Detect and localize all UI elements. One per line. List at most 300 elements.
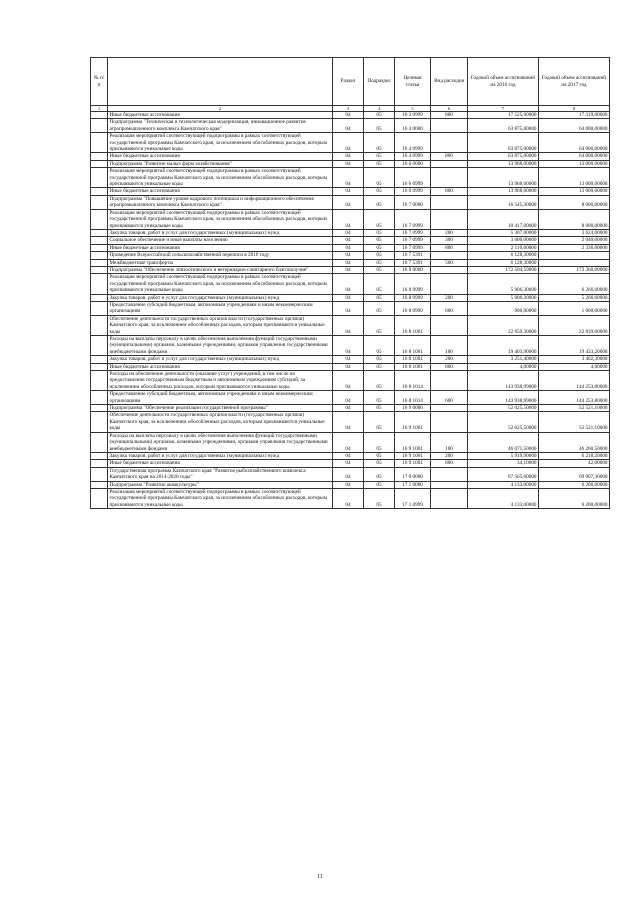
column-number: 7 — [468, 106, 539, 112]
row-number — [91, 237, 108, 244]
row-subsection: 05 — [364, 112, 395, 119]
row-section: 04 — [333, 315, 364, 335]
row-name: Закупка товаров, работ и услуг для государственных (муниципальных) нужд — [108, 229, 333, 236]
row-amount-2016: 63 875,00000 — [468, 153, 539, 160]
row-subsection: 05 — [364, 488, 395, 508]
row-amount-2016: 34,10000 — [468, 460, 539, 467]
row-name: Иные бюджетные ассигнования — [108, 363, 333, 370]
row-expense-type: 200 — [431, 452, 468, 459]
row-name: Закупка товаров, работ и услуг для государственных (муниципальных) нужд — [108, 356, 333, 363]
row-subsection: 05 — [364, 371, 395, 391]
row-amount-2016: 5 307,00000 — [468, 229, 539, 236]
table-row — [91, 237, 610, 244]
row-article: 16 7 0999 — [395, 237, 431, 244]
table-row — [91, 229, 610, 236]
row-amount-2016: 13 968,00000 — [468, 188, 539, 195]
row-amount-2017: 22 839,60000 — [539, 315, 610, 335]
row-number — [91, 133, 108, 153]
row-expense-type — [431, 412, 468, 432]
row-section: 04 — [333, 168, 364, 188]
table-row — [91, 452, 610, 459]
row-expense-type — [431, 252, 468, 259]
header-subsection: Подраздел — [364, 58, 395, 106]
row-amount-2016: 5 906,30000 — [468, 274, 539, 294]
row-section: 04 — [333, 467, 364, 481]
row-article: 16 4 0999 — [395, 153, 431, 160]
row-article: 16 8 1001 — [395, 356, 431, 363]
row-name: Реализация мероприятий соответствующей подпрограммы в рамках соответствующей государственной программы Камчатского края, за исключением обособленных расходов, которым присваиваются уникальные коды — [108, 488, 333, 508]
row-expense-type: 800 — [431, 363, 468, 370]
row-amount-2016: 4 133,00000 — [468, 481, 539, 488]
header-amount-2016: Годовой объем ассигнований на 2016 год — [468, 58, 539, 106]
table-row — [91, 112, 610, 119]
row-number — [91, 405, 108, 412]
row-article: 16 8 0999 — [395, 294, 431, 301]
row-section: 04 — [333, 133, 364, 153]
row-expense-type — [431, 195, 468, 209]
row-expense-type — [431, 274, 468, 294]
row-name: Подпрограмма "Обеспечение эпизоотического и ветеринарно-санитарного благополучия" — [108, 266, 333, 273]
row-section: 04 — [333, 412, 364, 432]
row-amount-2017: 52 521,10000 — [539, 412, 610, 432]
row-subsection: 05 — [364, 119, 395, 133]
row-subsection: 05 — [364, 481, 395, 488]
row-amount-2017: 13 000,00000 — [539, 168, 610, 188]
row-expense-type — [431, 133, 468, 153]
row-name: Реализация мероприятий соответствующей подпрограммы в рамках соответствующей государственной программы Камчатского края, за исключением обособленных расходов, которым присваиваются уникальные коды — [108, 168, 333, 188]
row-number — [91, 274, 108, 294]
row-expense-type: 100 — [431, 432, 468, 452]
table-row — [91, 467, 610, 481]
row-expense-type: 800 — [431, 244, 468, 251]
row-subsection: 05 — [364, 452, 395, 459]
row-section: 04 — [333, 432, 364, 452]
column-number: 3 — [333, 106, 364, 112]
row-amount-2016: 19 403,90000 — [468, 336, 539, 356]
row-expense-type — [431, 209, 468, 229]
row-amount-2016: 16 545,30000 — [468, 195, 539, 209]
row-subsection: 05 — [364, 412, 395, 432]
row-amount-2016: 3 000,00000 — [468, 237, 539, 244]
row-number — [91, 363, 108, 370]
row-subsection: 05 — [364, 467, 395, 481]
row-section: 04 — [333, 405, 364, 412]
row-article: 16 9 1001 — [395, 432, 431, 452]
row-subsection: 05 — [364, 363, 395, 370]
table-row — [91, 252, 610, 259]
row-section: 04 — [333, 195, 364, 209]
row-name: Расходы на выплаты персоналу в целях обеспечения выполнения функций государственными (муниципальными) органами, казенными учреждениями, органами управления государственными внебюджетными фондами — [108, 336, 333, 356]
row-amount-2017: 64 000,00000 — [539, 153, 610, 160]
budget-table — [90, 57, 610, 509]
row-article: 16 8 0999 — [395, 301, 431, 315]
row-amount-2017 — [539, 252, 610, 259]
row-article: 16 7 0999 — [395, 229, 431, 236]
row-amount-2017: 5 266,60000 — [539, 294, 610, 301]
row-article: 16 8 1001 — [395, 363, 431, 370]
row-expense-type — [431, 315, 468, 335]
header-section: Раздел — [333, 58, 364, 106]
row-subsection: 05 — [364, 160, 395, 167]
table-row — [91, 294, 610, 301]
table-row — [91, 188, 610, 195]
table-row — [91, 432, 610, 452]
row-amount-2016: 5 919,90000 — [468, 452, 539, 459]
row-amount-2017: 144 253,80000 — [539, 391, 610, 405]
row-amount-2016: 2 110,00000 — [468, 244, 539, 251]
row-article: 16 4 0999 — [395, 133, 431, 153]
table-header-row — [91, 58, 610, 106]
row-amount-2017: 6 200,00000 — [539, 488, 610, 508]
row-section: 04 — [333, 112, 364, 119]
row-name: Обеспечение деятельности государственных органов власти (государственных органов) Камчатского края, за исключением обособленных расходов, которым присваиваются уникальные коды — [108, 315, 333, 335]
row-number — [91, 160, 108, 167]
row-amount-2016: 5 006,30000 — [468, 294, 539, 301]
row-subsection: 05 — [364, 188, 395, 195]
row-name: Проведение Всероссийской сельскохозяйственной переписи в 2016 году — [108, 252, 333, 259]
row-expense-type — [431, 371, 468, 391]
row-amount-2017 — [539, 259, 610, 266]
row-amount-2016: 6 128,30000 — [468, 259, 539, 266]
row-section: 04 — [333, 460, 364, 467]
row-amount-2017: 17 319,00000 — [539, 112, 610, 119]
row-name: Подпрограмма "Повышение уровня кадрового потенциала и информационного обеспечения агропромышленного комплекса Камчатского края" — [108, 195, 333, 209]
row-expense-type: 600 — [431, 301, 468, 315]
row-name: Реализация мероприятий соответствующей подпрограммы в рамках соответствующей государственной программы Камчатского края, за исключением обособленных расходов, которым присваиваются уникальные коды — [108, 274, 333, 294]
row-number — [91, 168, 108, 188]
row-section: 04 — [333, 294, 364, 301]
row-section: 04 — [333, 301, 364, 315]
table-row — [91, 412, 610, 432]
row-subsection: 05 — [364, 195, 395, 209]
row-section: 04 — [333, 452, 364, 459]
row-amount-2017: 42,00000 — [539, 460, 610, 467]
table-row — [91, 363, 610, 370]
row-article: 16 9 1001 — [395, 412, 431, 432]
row-number — [91, 452, 108, 459]
row-name: Предоставление субсидий бюджетным, автономным учреждениям и иным некоммерческим организациям — [108, 391, 333, 405]
row-number — [91, 259, 108, 266]
row-number — [91, 229, 108, 236]
row-expense-type — [431, 488, 468, 508]
row-article: 16 7 0000 — [395, 195, 431, 209]
row-amount-2017: 13 000,00000 — [539, 188, 610, 195]
row-amount-2017: 69 907,30000 — [539, 467, 610, 481]
row-amount-2017: 64 000,00000 — [539, 133, 610, 153]
row-expense-type — [431, 405, 468, 412]
row-subsection: 05 — [364, 432, 395, 452]
row-section: 04 — [333, 488, 364, 508]
row-article: 16 7 0999 — [395, 244, 431, 251]
row-number — [91, 294, 108, 301]
row-section: 04 — [333, 252, 364, 259]
column-number: 2 — [108, 106, 333, 112]
row-subsection: 05 — [364, 244, 395, 251]
table-row — [91, 195, 610, 209]
row-article: 16 8 1014 — [395, 371, 431, 391]
row-amount-2016: 17 525,00000 — [468, 112, 539, 119]
row-amount-2017: 52 521,10000 — [539, 405, 610, 412]
row-section: 04 — [333, 209, 364, 229]
row-article: 16 7 0999 — [395, 209, 431, 229]
row-expense-type: 800 — [431, 112, 468, 119]
row-expense-type: 800 — [431, 153, 468, 160]
table-row — [91, 244, 610, 251]
row-article: 16 6 0000 — [395, 160, 431, 167]
table-row — [91, 259, 610, 266]
row-number — [91, 244, 108, 251]
row-amount-2017: 3 402,30000 — [539, 356, 610, 363]
row-number — [91, 119, 108, 133]
row-amount-2016: 63 875,00000 — [468, 133, 539, 153]
row-section: 04 — [333, 119, 364, 133]
row-article: 16 4 0000 — [395, 119, 431, 133]
row-name: Иные бюджетные ассигнования — [108, 460, 333, 467]
row-amount-2017: 6 266,60000 — [539, 274, 610, 294]
row-article: 16 9 0000 — [395, 405, 431, 412]
row-amount-2017: 4,00000 — [539, 363, 610, 370]
row-number — [91, 481, 108, 488]
row-name: Иные бюджетные ассигнования — [108, 112, 333, 119]
row-amount-2017: 13 000,00000 — [539, 160, 610, 167]
row-name: Иные бюджетные ассигнования — [108, 188, 333, 195]
page-number: 11 — [317, 874, 323, 880]
row-amount-2017: 46 260,50000 — [539, 432, 610, 452]
row-amount-2016: 143 938,99000 — [468, 371, 539, 391]
row-amount-2016: 4,00000 — [468, 363, 539, 370]
header-amount-2017: Годовой объем ассигнований на 2017 год — [539, 58, 610, 106]
row-section: 04 — [333, 481, 364, 488]
row-name: Расходы на обеспечение деятельности (оказание услуг) учреждений, в том числе на предоставление государственным бюджетным и автономным учреждениям субсидий, за исключением обособленных расходов, которым присваиваются уникальные коды — [108, 371, 333, 391]
row-article: 16 6 0999 — [395, 188, 431, 195]
row-subsection: 05 — [364, 168, 395, 188]
row-number — [91, 315, 108, 335]
table-row — [91, 274, 610, 294]
row-name: Социальное обеспечение и иные выплаты населению — [108, 237, 333, 244]
row-amount-2016: 143 938,99000 — [468, 391, 539, 405]
row-expense-type: 500 — [431, 259, 468, 266]
row-subsection: 05 — [364, 301, 395, 315]
row-name: Обеспечение деятельности государственных органов власти (государственных органов) Камчатского края, за исключением обособленных расходов, которым присваиваются уникальные коды — [108, 412, 333, 432]
row-article: 16 9 1001 — [395, 452, 431, 459]
row-name: Межбюджетные трансферты — [108, 259, 333, 266]
row-amount-2017: 8 000,00000 — [539, 195, 610, 209]
table-row — [91, 481, 610, 488]
row-number — [91, 467, 108, 481]
row-subsection: 05 — [364, 356, 395, 363]
row-name: Иные бюджетные ассигнования — [108, 153, 333, 160]
row-article: 16 8 0000 — [395, 266, 431, 273]
row-amount-2016: 3 251,40000 — [468, 356, 539, 363]
row-section: 04 — [333, 274, 364, 294]
row-amount-2016: 52 025,50000 — [468, 405, 539, 412]
row-name: Государственная программа Камчатского края "Развитие рыбохозяйственного комплекса Камчатского края на 2014-2020 годы" — [108, 467, 333, 481]
row-expense-type — [431, 467, 468, 481]
table-row — [91, 153, 610, 160]
row-name: Предоставление субсидий бюджетным, автономным учреждениям и иным некоммерческим организациям — [108, 301, 333, 315]
row-expense-type: 800 — [431, 460, 468, 467]
row-name: Подпрограмма "Техническая и технологическая модернизация, инновационное развитие агропромышленного комплекса Камчатского края" — [108, 119, 333, 133]
row-amount-2016: 22 659,30000 — [468, 315, 539, 335]
table-row — [91, 119, 610, 133]
row-expense-type: 200 — [431, 356, 468, 363]
row-name: Закупка товаров, работ и услуг для государственных (муниципальных) нужд — [108, 294, 333, 301]
header-article: Целевая статья — [395, 58, 431, 106]
row-section: 04 — [333, 266, 364, 273]
row-section: 04 — [333, 391, 364, 405]
row-article: 16 8 1014 — [395, 391, 431, 405]
row-amount-2016: 13 968,00000 — [468, 160, 539, 167]
row-amount-2016: 67 565,60000 — [468, 467, 539, 481]
table-row — [91, 160, 610, 167]
row-number — [91, 356, 108, 363]
row-section: 04 — [333, 336, 364, 356]
row-article: 16 8 0999 — [395, 274, 431, 294]
row-amount-2016: 13 968,00000 — [468, 168, 539, 188]
row-section: 04 — [333, 229, 364, 236]
row-article: 16 6 0999 — [395, 168, 431, 188]
row-section: 04 — [333, 188, 364, 195]
row-amount-2017: 19 433,20000 — [539, 336, 610, 356]
row-expense-type — [431, 168, 468, 188]
row-expense-type: 800 — [431, 188, 468, 195]
table-row — [91, 315, 610, 335]
row-name: Подпрограмма "Обеспечение реализации государственной программы" — [108, 405, 333, 412]
row-article: 16 7 5391 — [395, 252, 431, 259]
row-section: 04 — [333, 259, 364, 266]
header-num: № п/п — [91, 58, 108, 106]
row-subsection: 05 — [364, 209, 395, 229]
table-row — [91, 301, 610, 315]
row-name: Реализация мероприятий соответствующей подпрограммы в рамках соответствующей государственной программы Камчатского края, за исключением обособленных расходов, которым присваиваются уникальные коды — [108, 133, 333, 153]
row-amount-2016: 63 875,00000 — [468, 119, 539, 133]
row-expense-type — [431, 119, 468, 133]
row-amount-2017: 2 336,00000 — [539, 244, 610, 251]
row-number — [91, 188, 108, 195]
row-amount-2017: 2 040,00000 — [539, 237, 610, 244]
row-number — [91, 252, 108, 259]
row-amount-2016: 172 504,59000 — [468, 266, 539, 273]
row-article: 17 1 0000 — [395, 481, 431, 488]
row-expense-type: 200 — [431, 229, 468, 236]
row-expense-type — [431, 481, 468, 488]
row-amount-2017: 3 624,00000 — [539, 229, 610, 236]
table-row — [91, 356, 610, 363]
row-article: 16 8 1001 — [395, 315, 431, 335]
row-name: Иные бюджетные ассигнования — [108, 244, 333, 251]
table-row — [91, 336, 610, 356]
row-number — [91, 195, 108, 209]
row-article: 16 7 5391 — [395, 259, 431, 266]
row-subsection: 05 — [364, 259, 395, 266]
table-row — [91, 391, 610, 405]
row-amount-2017: 1 000,00000 — [539, 301, 610, 315]
table-row — [91, 460, 610, 467]
row-article: 17 0 0000 — [395, 467, 431, 481]
row-subsection: 05 — [364, 252, 395, 259]
row-expense-type — [431, 266, 468, 273]
row-name: Закупка товаров, работ и услуг для государственных (муниципальных) нужд — [108, 452, 333, 459]
row-number — [91, 488, 108, 508]
column-number: 5 — [395, 106, 431, 112]
row-subsection: 05 — [364, 336, 395, 356]
row-section: 04 — [333, 356, 364, 363]
row-expense-type: 300 — [431, 237, 468, 244]
table-body — [91, 106, 610, 509]
row-name: Реализация мероприятий соответствующей подпрограммы в рамках соответствующей государственной программы Камчатского края, за исключением обособленных расходов, которым присваиваются уникальные коды — [108, 209, 333, 229]
row-amount-2017: 64 000,00000 — [539, 119, 610, 133]
row-amount-2016: 900,00000 — [468, 301, 539, 315]
row-subsection: 05 — [364, 229, 395, 236]
row-section: 04 — [333, 244, 364, 251]
row-amount-2017: 6 218,20000 — [539, 452, 610, 459]
row-number — [91, 112, 108, 119]
row-subsection: 05 — [364, 460, 395, 467]
row-article: 16 8 1001 — [395, 336, 431, 356]
row-name: Подпрограмма "Развитие малых форм хозяйствования" — [108, 160, 333, 167]
row-number — [91, 209, 108, 229]
row-subsection: 05 — [364, 274, 395, 294]
table-row — [91, 371, 610, 391]
row-number — [91, 301, 108, 315]
row-section: 04 — [333, 160, 364, 167]
row-name: Расходы на выплаты персоналу в целях обеспечения выполнения функций государственными (муниципальными) органами, казенными учреждениями, органами управления государственными внебюджетными фондами — [108, 432, 333, 452]
row-number — [91, 153, 108, 160]
row-subsection: 05 — [364, 315, 395, 335]
row-section: 04 — [333, 371, 364, 391]
row-number — [91, 371, 108, 391]
row-subsection: 05 — [364, 391, 395, 405]
row-subsection: 05 — [364, 133, 395, 153]
row-amount-2017: 144 253,80000 — [539, 371, 610, 391]
column-number: 8 — [539, 106, 610, 112]
table-row — [91, 209, 610, 229]
row-amount-2016: 52 025,50000 — [468, 412, 539, 432]
row-article: 16 9 1001 — [395, 460, 431, 467]
row-amount-2017: 6 200,00000 — [539, 481, 610, 488]
row-amount-2016: 46 071,50000 — [468, 432, 539, 452]
row-amount-2016: 10 417,00000 — [468, 209, 539, 229]
row-article: 16 3 0999 — [395, 112, 431, 119]
row-subsection: 05 — [364, 405, 395, 412]
row-number — [91, 391, 108, 405]
row-amount-2016: 4 133,00000 — [468, 488, 539, 508]
row-number — [91, 460, 108, 467]
header-expense-type: Вид расходов — [431, 58, 468, 106]
table-row — [91, 266, 610, 273]
row-number — [91, 432, 108, 452]
row-subsection: 05 — [364, 237, 395, 244]
table-row — [91, 168, 610, 188]
row-article: 17 1 0999 — [395, 488, 431, 508]
row-expense-type — [431, 160, 468, 167]
table-row — [91, 488, 610, 508]
column-number: 4 — [364, 106, 395, 112]
row-section: 04 — [333, 153, 364, 160]
table-row — [91, 405, 610, 412]
row-number — [91, 412, 108, 432]
row-amount-2016: 6 128,30000 — [468, 252, 539, 259]
row-name: Подпрограмма "Развитие аквакультуры" — [108, 481, 333, 488]
row-expense-type: 100 — [431, 336, 468, 356]
table-row — [91, 133, 610, 153]
header-name — [108, 58, 333, 106]
row-subsection: 05 — [364, 294, 395, 301]
row-expense-type: 600 — [431, 391, 468, 405]
row-subsection: 05 — [364, 266, 395, 273]
row-section: 04 — [333, 363, 364, 370]
row-number — [91, 336, 108, 356]
